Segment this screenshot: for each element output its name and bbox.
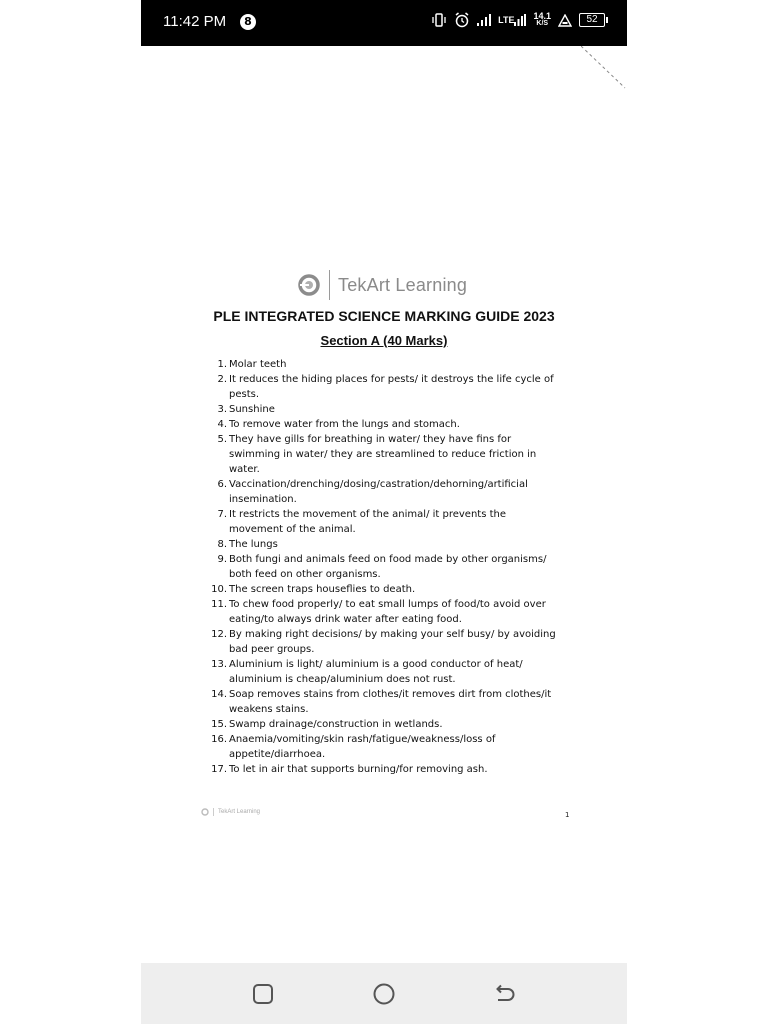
answer-number: 5. <box>217 434 227 445</box>
brand-divider <box>329 270 330 300</box>
section-heading: Section A (40 Marks) <box>320 333 448 348</box>
status-time: 11:42 PM <box>163 13 227 30</box>
answer-item <box>207 762 559 777</box>
brand-header <box>297 270 467 300</box>
answer-text: By making right decisions/ by making your self busy/ by avoiding bad peer groups. <box>229 629 556 655</box>
answer-number: 9. <box>217 554 227 565</box>
home-button[interactable] <box>371 981 397 1007</box>
answer-number: 1. <box>217 359 227 370</box>
answer-number: 3. <box>217 404 227 415</box>
answer-item <box>207 627 559 657</box>
answer-number: 14. <box>211 689 227 700</box>
answer-text: Molar teeth <box>229 359 287 370</box>
answer-item <box>207 687 559 717</box>
answer-item <box>207 717 559 732</box>
answer-text: Sunshine <box>229 404 275 415</box>
footer-divider <box>213 808 214 816</box>
answer-item <box>207 657 559 687</box>
answer-number: 2. <box>217 374 227 385</box>
answer-item <box>207 417 559 432</box>
document-title: PLE INTEGRATED SCIENCE MARKING GUIDE 2023 <box>213 308 555 324</box>
answer-number: 12. <box>211 629 227 640</box>
answer-number: 8. <box>217 539 227 550</box>
answer-text: Anaemia/vomiting/skin rash/fatigue/weakness/loss of appetite/diarrhoea. <box>229 734 496 760</box>
answer-item <box>207 372 559 402</box>
page-number: 1 <box>565 811 570 819</box>
recent-apps-icon <box>252 983 274 1005</box>
notification-badge: 8 <box>240 14 256 30</box>
answer-number: 16. <box>211 734 227 745</box>
back-icon <box>494 983 516 1005</box>
answer-number: 7. <box>217 509 227 520</box>
brand-name: TekArt Learning <box>338 274 468 295</box>
answer-number: 4. <box>217 419 227 430</box>
status-bar <box>141 0 627 46</box>
status-icons <box>431 12 605 28</box>
speed-value: 14.1 <box>533 11 551 21</box>
network-type: LTE <box>498 15 515 25</box>
answer-item <box>207 582 559 597</box>
home-icon <box>372 982 396 1006</box>
tekart-logo-icon <box>297 273 321 297</box>
answer-item <box>207 432 559 477</box>
answer-item <box>207 477 559 507</box>
answer-text: To let in air that supports burning/for removing ash. <box>229 764 488 775</box>
answer-text: The lungs <box>229 539 278 550</box>
answer-item <box>207 402 559 417</box>
page-corner-fold <box>581 46 627 90</box>
answer-item <box>207 537 559 552</box>
back-button[interactable] <box>492 981 518 1007</box>
lte-signal-icon <box>498 14 526 26</box>
answer-number: 11. <box>211 599 227 610</box>
answer-text: They have gills for breathing in water/ they have fins for swimming in water/ they are streamlined to reduce friction in water. <box>229 434 537 475</box>
alarm-icon <box>454 12 470 28</box>
answer-text: Both fungi and animals feed on food made by other organisms/ both feed on other organisms. <box>229 554 547 580</box>
answer-text: The screen traps houseflies to death. <box>229 584 416 595</box>
answer-list <box>207 357 559 777</box>
answer-text: Vaccination/drenching/dosing/castration/dehorning/artificial insemination. <box>229 479 528 505</box>
navigation-bar <box>141 963 627 1024</box>
signal-icon <box>477 14 491 26</box>
answer-text: Soap removes stains from clothes/it removes dirt from clothes/it weakens stains. <box>229 689 552 715</box>
speed-unit: K/S <box>536 20 549 27</box>
answer-number: 6. <box>217 479 227 490</box>
vibrate-icon <box>431 13 447 27</box>
footer-logo-icon <box>201 808 209 816</box>
page-footer-brand <box>201 808 260 816</box>
answer-text: Aluminium is light/ aluminium is a good conductor of heat/ aluminium is cheap/aluminium does not rust. <box>229 659 523 685</box>
battery-icon: 52 <box>579 13 605 27</box>
answer-text: It reduces the hiding places for pests/ it destroys the life cycle of pests. <box>229 374 554 400</box>
warning-icon <box>558 14 572 27</box>
data-speed-icon <box>533 12 551 28</box>
answer-item <box>207 732 559 762</box>
answer-text: Swamp drainage/construction in wetlands. <box>229 719 443 730</box>
answer-number: 17. <box>211 764 227 775</box>
answer-number: 10. <box>211 584 227 595</box>
answer-text: To remove water from the lungs and stomach. <box>229 419 460 430</box>
answer-item <box>207 552 559 582</box>
answer-item <box>207 597 559 627</box>
answer-text: It restricts the movement of the animal/ it prevents the movement of the animal. <box>229 509 507 535</box>
phone-screen <box>141 0 627 1024</box>
answer-item <box>207 507 559 537</box>
footer-brand-name: TekArt Learning <box>218 809 261 815</box>
answer-number: 15. <box>211 719 227 730</box>
recent-apps-button[interactable] <box>250 981 276 1007</box>
answer-item <box>207 357 559 372</box>
answer-text: To chew food properly/ to eat small lumps of food/to avoid over eating/to always drink water after eating food. <box>229 599 546 625</box>
answer-number: 13. <box>211 659 227 670</box>
